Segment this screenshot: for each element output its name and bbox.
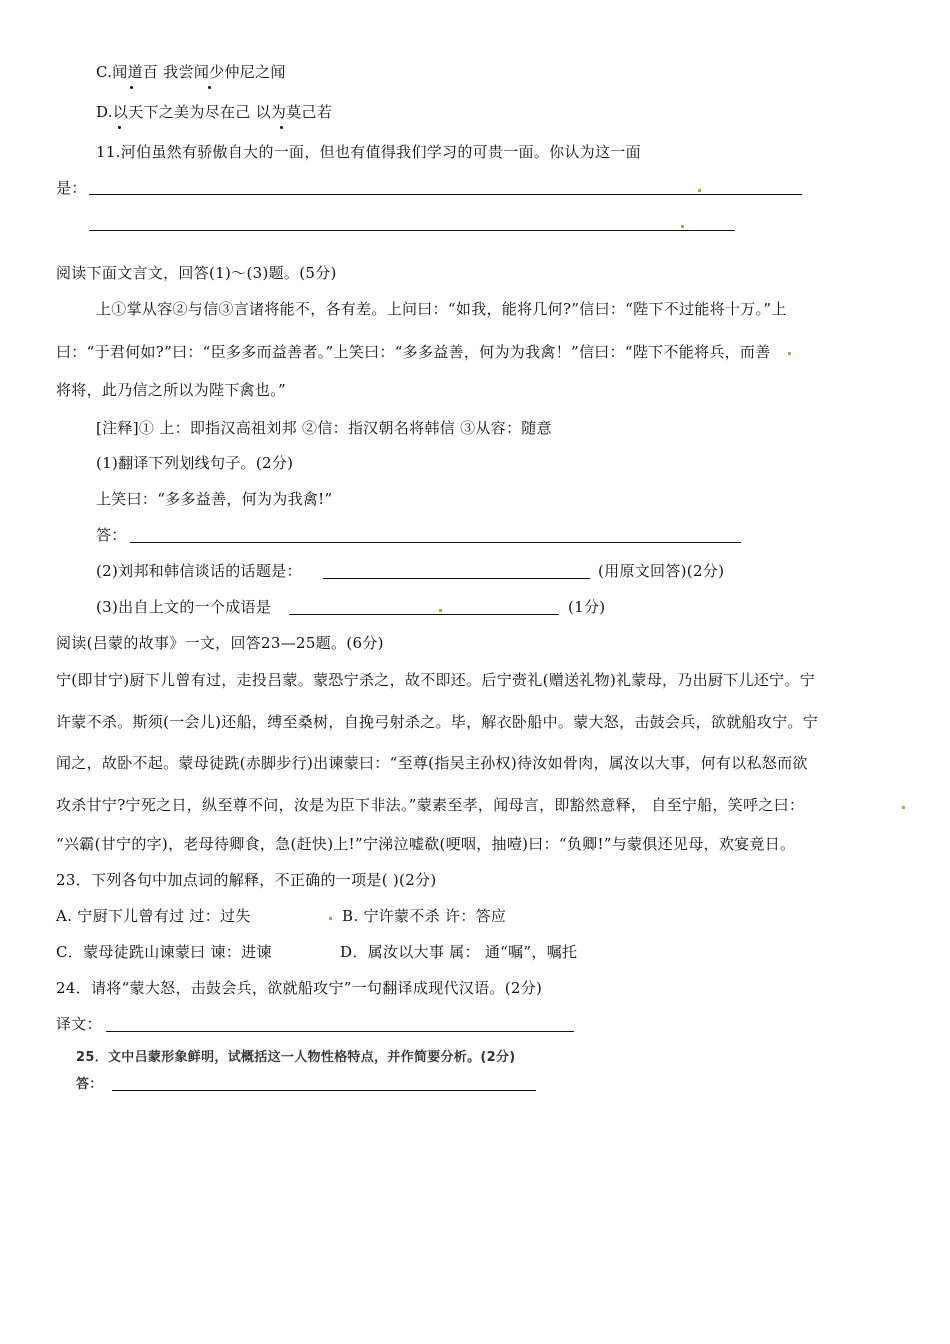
- question-23-option-c: C．蒙母徒跣山谏蒙曰 谏：进谏: [56, 943, 272, 961]
- sub-question-1: (1)翻译下列划线句子。(2分): [96, 454, 294, 472]
- scan-mark: [329, 917, 332, 920]
- question-23-option-a: A. 宁厨下儿曾有过 过：过失: [56, 907, 251, 925]
- answer-line: [130, 542, 741, 543]
- option-d: D.以天下之美为尽在己 以为莫己若: [96, 103, 333, 121]
- sub-question-3-score: (1分): [568, 598, 606, 616]
- scan-mark: [788, 352, 791, 355]
- passage-1-line: 上①掌从容②与信③言诸将能不，各有差。上问曰：“如我，能将几何?”信曰：“陛下不过能将十万。”上: [96, 300, 787, 318]
- answer-line: [106, 1031, 574, 1032]
- emphasis-dot: [118, 126, 121, 129]
- question-25-label: 答：: [76, 1077, 103, 1092]
- question-23-option-d: D．属汝以大事 属： 通“嘱”，嘱托: [340, 943, 578, 961]
- scan-mark: [681, 225, 684, 228]
- answer-line: [89, 194, 802, 195]
- reading-2-intro: 阅读(吕蒙的故事》一文，回答23—25题。(6分): [56, 634, 384, 652]
- question-11-label: 是：: [56, 179, 87, 197]
- emphasis-dot: [280, 126, 283, 129]
- passage-1-line: 曰：“于君何如?”曰：“臣多多而益善者。”上笑曰：“多多益善，何为为我禽！”信曰：“陛下不能将兵，而善: [56, 343, 771, 361]
- sub-question-2: (2)刘邦和韩信谈话的话题是：: [96, 562, 302, 580]
- question-24: 24．请将“蒙大怒，击鼓会兵，欲就船攻宁”一句翻译成现代汉语。(2分): [56, 979, 543, 997]
- passage-1-line: 将将，此乃信之所以为陛下禽也。”: [56, 381, 286, 399]
- answer-line: [112, 1090, 536, 1091]
- question-25: 25．文中吕蒙形象鲜明，试概括这一人物性格特点，并作简要分析。(2分): [76, 1050, 516, 1065]
- passage-2-line: “兴霸(甘宁的字)，老母待卿食，急(赶快)上!”宁涕泣嘘欷(哽咽，抽噎)曰：“负卿!”与蒙俱还见母，欢宴竟日。: [56, 835, 796, 853]
- question-23: 23．下列各句中加点词的解释，不正确的一项是( )(2分): [56, 871, 437, 889]
- scan-mark: [439, 609, 442, 612]
- question-23-option-b: B. 宁许蒙不杀 许：答应: [342, 907, 507, 925]
- reading-1-intro: 阅读下面文言文，回答(1)～(3)题。(5分): [56, 264, 337, 282]
- answer-line: [89, 230, 735, 231]
- passage-2-line: 闻之，故卧不起。蒙母徒跣(赤脚步行)出谏蒙曰：“至尊(指吴主孙权)待汝如骨肉，属汝以大事，何有以私怒而欲: [56, 754, 808, 772]
- passage-2-line: 宁(即甘宁)厨下儿曾有过，走投吕蒙。蒙恐宁杀之，故不即还。后宁赍礼(赠送礼物)礼蒙母，乃出厨下儿还宁。宁: [56, 671, 816, 689]
- question-11: 11.河伯虽然有骄傲自大的一面，但也有值得我们学习的可贵一面。你认为这一面: [96, 143, 641, 161]
- emphasis-dot: [208, 86, 211, 89]
- sub-question-2-note: (用原文回答)(2分): [598, 562, 725, 580]
- emphasis-dot: [130, 86, 133, 89]
- sub-question-3: (3)出自上文的一个成语是: [96, 598, 272, 616]
- answer-line: [323, 578, 590, 579]
- annotation: [注释]① 上：即指汉高祖刘邦 ②信：指汉朝名将韩信 ③从容：随意: [96, 419, 552, 437]
- option-c: C.闻道百 我尝闻少仲尼之闻: [96, 63, 286, 81]
- answer-line: [289, 614, 559, 615]
- scan-mark: [902, 806, 905, 809]
- question-24-label: 译文：: [56, 1015, 102, 1033]
- sub-question-1-sentence: 上笑曰：“多多益善，何为为我禽!”: [96, 490, 333, 508]
- passage-2-line: 攻杀甘宁?宁死之日，纵至尊不问，汝是为臣下非法。”蒙素至孝，闻母言，即豁然意释， 自至宁船，笑呼之曰：: [56, 796, 805, 814]
- scan-mark: [698, 189, 701, 192]
- sub-question-1-answer-label: 答：: [96, 526, 127, 544]
- passage-2-line: 许蒙不杀。斯须(一会儿)还船，缚至桑树，自挽弓射杀之。毕，解衣卧船中。蒙大怒，击鼓会兵，欲就船攻宁。宁: [56, 713, 819, 731]
